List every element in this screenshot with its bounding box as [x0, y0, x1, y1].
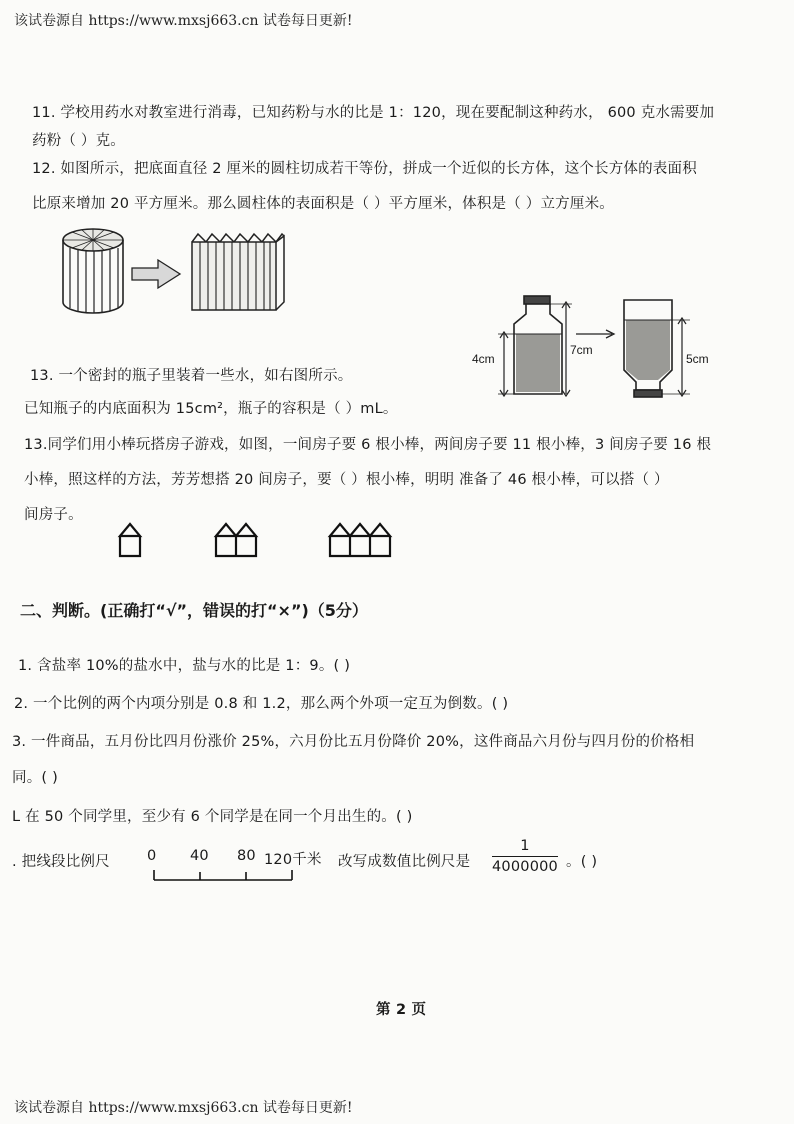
label-7cm: 7cm — [570, 343, 593, 357]
house-3-icon — [330, 524, 390, 556]
cylinder-icon — [63, 229, 123, 313]
house-2-icon — [216, 524, 256, 556]
q12-line1: 12. 如图所示，把底面直径 2 厘米的圆柱切成若干等份，拼成一个近似的长方体，这个长方体的表面积 — [32, 161, 697, 177]
cylinder-to-cuboid-figure — [58, 222, 298, 322]
fraction-denominator: 4000000 — [492, 859, 558, 875]
fraction-numerator: 1 — [492, 838, 558, 857]
section2-title: 二、判断。(正确打“√”，错误的打“×”)（5分） — [20, 601, 368, 620]
arrow-right-icon — [576, 330, 614, 338]
bottle-figure — [470, 294, 720, 404]
judge-item-2: 2. 一个比例的两个内项分别是 0.8 和 1.2，那么两个外项一定互为倒数。( ) — [14, 696, 509, 712]
q11-line2: 药粉（ ）克。 — [32, 133, 126, 149]
label-5cm: 5cm — [686, 352, 709, 366]
q13b-line3: 间房子。 — [24, 507, 83, 523]
page-footer: 该试卷源自 https://www.mxsj663.cn 试卷每日更新! — [14, 1100, 353, 1116]
q13b-line1: 13.同学们用小棒玩搭房子游戏，如图，一间房子要 6 根小棒，两间房子要 11 根小棒，3 间房子要 16 根 — [24, 437, 712, 453]
judge-item-1: 1. 含盐率 10%的盐水中，盐与水的比是 1：9。( ) — [18, 658, 351, 674]
judge-item-5-prefix: . 把线段比例尺 — [12, 854, 110, 870]
judge-item-4: L 在 50 个同学里，至少有 6 个同学是在同一个月出生的。( ) — [12, 809, 413, 825]
scale-fraction — [492, 838, 558, 875]
judge-item-5-mid: 改写成数值比例尺是 — [338, 854, 471, 870]
scale-tick-80: 80 — [237, 848, 256, 864]
page-header: 该试卷源自 https://www.mxsj663.cn 试卷每日更新! — [14, 13, 353, 29]
q13a-line2: 已知瓶子的内底面积为 15cm²，瓶子的容积是（ ）mL。 — [24, 401, 398, 417]
label-4cm: 4cm — [472, 352, 495, 366]
page-number: 第 2 页 — [376, 1002, 427, 1018]
q11-line1: 11. 学校用药水对教室进行消毒，已知药粉与水的比是 1：120，现在要配制这种药水， 600 克水需要加 — [32, 105, 715, 121]
houses-figure — [116, 520, 406, 560]
cuboid-icon — [192, 234, 284, 310]
scale-tick-0: 0 — [147, 848, 157, 864]
q13a-line1: 13. 一个密封的瓶子里装着一些水，如右图所示。 — [30, 368, 353, 384]
judge-item-5-suffix: 。( ) — [566, 854, 598, 870]
judge-item-3-line2: 同。( ) — [12, 770, 58, 786]
q13b-line2: 小棒，照这样的方法，芳芳想搭 20 间房子，要（ ）根小棒，明明 准备了 46 根小棒，可以搭（ ） — [24, 472, 669, 488]
line-scale-bar — [150, 866, 300, 886]
arrow-right-icon — [132, 260, 180, 288]
bottle-upright-icon — [514, 296, 562, 394]
house-1-icon — [120, 524, 140, 556]
judge-item-3-line1: 3. 一件商品，五月份比四月份涨价 25%，六月份比五月份降价 20%，这件商品六月份与四月份的价格相 — [12, 734, 695, 750]
bottle-inverted-icon — [624, 300, 672, 397]
scale-tick-40: 40 — [190, 848, 209, 864]
q12-line2: 比原来增加 20 平方厘米。那么圆柱体的表面积是（ ）平方厘米，体积是（ ）立方厘米。 — [32, 196, 614, 212]
scale-tick-120km: 120千米 — [264, 852, 322, 868]
